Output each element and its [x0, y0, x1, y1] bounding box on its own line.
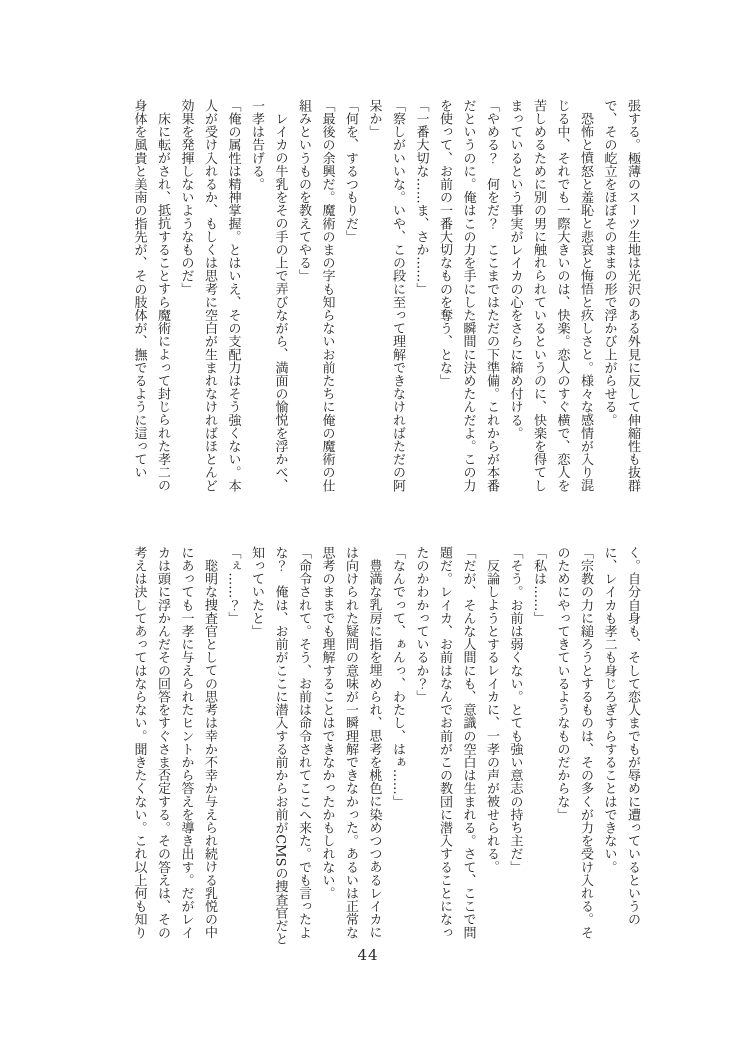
- text-line: な？ 俺は、お前がここに潜入する前からお前がCMSの捜査官だと: [272, 546, 288, 946]
- text-line: に、レイカも孝二も身じろぎすらすることはできない。: [601, 546, 617, 874]
- text-band-lower: [127, 546, 644, 950]
- text-line: にあっても一孝に与えられたヒントから答えを導き出す。だがレイ: [178, 546, 194, 939]
- text-line: 張する。極薄のスーツ生地は光沢のある外見に反して伸縮性も抜群: [625, 99, 640, 492]
- text-line: 「そう。お前は弱くない。とても強い意志の持ち主だ」: [507, 546, 523, 874]
- text-line: カは頭に浮かんだその回答をすぐさま否定する。その答えは、その: [155, 546, 170, 939]
- text-line: 一孝は告げる。: [249, 99, 264, 191]
- text-line: 「何を、するつもりだ」: [343, 99, 358, 244]
- text-line: 組みというものを教えてやる」: [296, 99, 311, 283]
- text-line: 「やめる？ 何をだ？ ここまではただの下準備。これからが本番: [484, 99, 499, 492]
- text-line: 苦しめるために別の男に触れられているというのに、快楽を得てし: [531, 99, 546, 492]
- page-number: 44: [357, 946, 379, 964]
- text-line: 思考のままでも理解することはできなかったかもしれない。: [319, 546, 335, 900]
- text-line: レイカの牛乳をその手の上で弄びながら、満面の愉悦を浮かべ、: [272, 112, 288, 492]
- text-line: 聡明な捜査官としての思考は幸か不幸か与えられ続ける乳悦の中: [202, 559, 217, 939]
- text-line: 効果を発揮しないようなものだ」: [178, 99, 194, 296]
- text-line: のためにやってきているようなものだからな」: [554, 546, 570, 822]
- text-band-upper: [127, 99, 644, 503]
- text-line: 豊満な乳房に指を埋められ、思考を桃色に染めつつあるレイカに: [366, 559, 382, 939]
- text-line: 題だ。レイカ、お前はなんでお前がこの教団に潜入することになっ: [437, 546, 452, 939]
- text-line: 床に転がされ、抵抗することすら魔術によって封じられた孝二の: [155, 112, 170, 492]
- text-line: 「察しがいいな。いや、この段に至って理解できなければただの阿: [390, 99, 405, 492]
- text-line: 「宗教の力に縋ろうとするものは、その多くが力を受け入れる。そ: [578, 546, 593, 939]
- text-line: 呆か」: [366, 99, 382, 139]
- text-line: 「一番大切な……ま、さか……」: [413, 99, 429, 296]
- text-line: 「なんでって、ぁんっ、わたし、はぁ……」: [390, 546, 405, 808]
- text-line: じる中、それでも一際大きいのは、快楽。恋人のすぐ横で、恋人を: [554, 99, 570, 492]
- text-line: 「だが、そんな人間にも、意識の空白は生まれる。さて、ここで問: [460, 546, 476, 939]
- text-line: 人が受け入れるか、もしくは思考に空白が生まれなければほとんど: [202, 99, 217, 492]
- text-line: く。自分自身も、そして恋人までもが辱めに遭っているというの: [625, 546, 640, 926]
- text-line: まっているという事実がレイカの心をさらに締め付ける。: [507, 99, 523, 440]
- text-line: は向けられた疑問の意味が一瞬理解できなかった。あるいは正常な: [343, 546, 358, 939]
- text-line: を使って、お前の一番大切なものを奪う、とな」: [437, 99, 452, 388]
- text-line: だというのに。俺はこの力を手にした瞬間に決めたんだよ。この力: [460, 99, 476, 492]
- text-line: 反論しようとするレイカに、一孝の声が被せられる。: [484, 559, 499, 874]
- text-line: 「ぇ……？」: [225, 546, 241, 625]
- text-line: 知っていたと」: [249, 546, 264, 638]
- text-line: 「最後の余興だ。魔術のまの字も知らないお前たちに俺の魔術の仕: [319, 99, 335, 492]
- text-line: 「命令されて。そう、お前は命令されてここへ来た。でも言ったよ: [296, 546, 311, 939]
- text-line: 「私は……」: [531, 546, 546, 625]
- text-line: 身体を風貴と美南の指先が、その肢体が、撫でるように這ってい: [131, 99, 147, 479]
- text-line: で、その屹立をほぼそのままの形で浮かび上がらせる。: [601, 99, 617, 427]
- text-line: 考えは決してあってはならない。聞きたくない。これ以上何も知り: [131, 546, 147, 939]
- text-line: 恐怖と憤怒と羞恥と悲哀と悔悟と疚しさと。様々な感情が入り混: [578, 112, 593, 492]
- text-line: たのかわかっているか？」: [413, 546, 429, 704]
- text-line: 「俺の属性は精神掌握。とはいえ、その支配力はそう強くない。本: [225, 99, 241, 492]
